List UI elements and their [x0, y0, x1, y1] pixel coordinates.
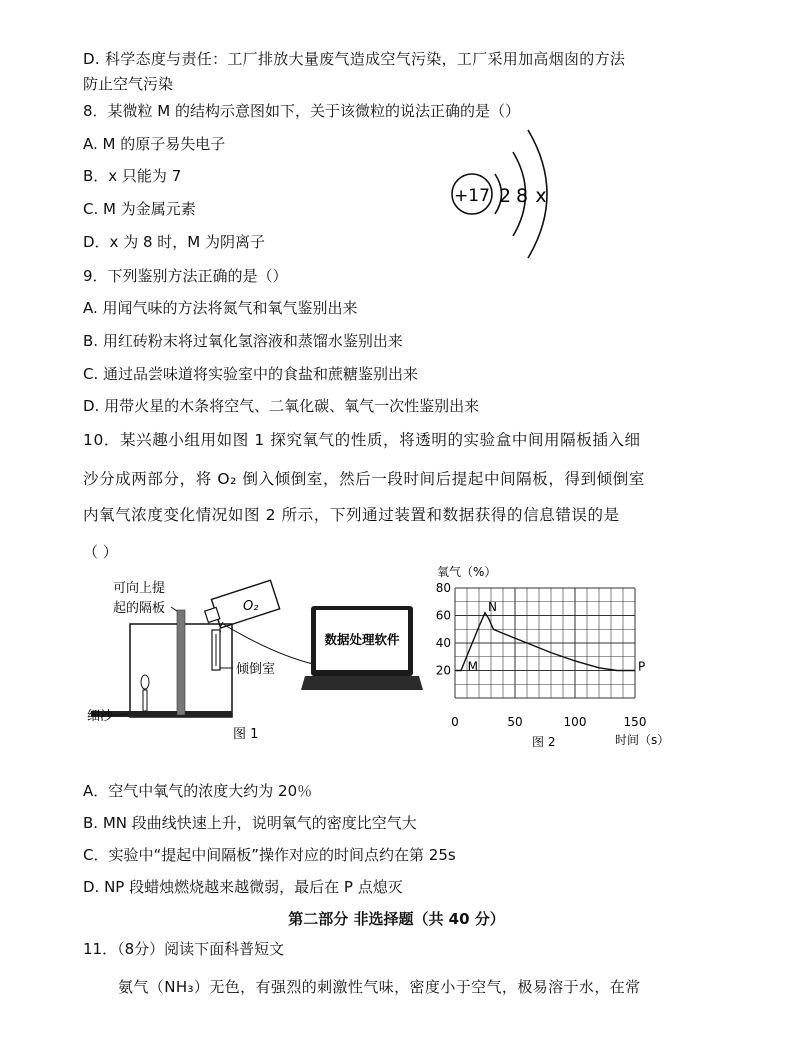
y-tick-label: 20 — [435, 663, 451, 678]
y-tick-label: 80 — [435, 581, 451, 595]
y-tick-label: 60 — [435, 608, 451, 623]
point-label-n: N — [488, 599, 497, 614]
q9-option-c: C. 通过品尝味道将实验室中的食盐和蔗糖鉴别出来 — [83, 365, 419, 383]
q10-option-c: C．实验中“提起中间隔板”操作对应的时间点约在第 25s — [83, 846, 456, 864]
o2-label: O₂ — [243, 599, 259, 614]
q8-option-a: A. M 的原子易失电子 — [83, 135, 226, 153]
q7-option-d-line2: 防止空气污染 — [83, 75, 174, 93]
q8-option-c: C. M 为金属元素 — [83, 200, 196, 218]
partition-label-1: 可向上提 — [113, 581, 166, 596]
point-label-m: M — [467, 659, 478, 674]
x-tick-label: 0 — [451, 715, 459, 729]
point-label-p: P — [638, 659, 646, 674]
sand-label: 细沙 — [87, 709, 114, 724]
middle-partition — [177, 610, 185, 715]
x-axis-label: 时间（s） — [615, 733, 670, 747]
q10-answer-blank: （ ） — [83, 543, 118, 561]
q9-option-d: D. 用带火星的木条将空气、二氧化碳、氧气一次性鉴别出来 — [83, 397, 480, 415]
q7-option-d-line1: D. 科学态度与责任：工厂排放大量废气造成空气污染，工厂采用加高烟囱的方法 — [83, 50, 626, 68]
shell-1-electrons: 2 — [498, 185, 512, 207]
figure-2-oxygen-chart — [425, 560, 675, 750]
atom-structure-diagram — [440, 122, 580, 264]
q10-option-d: D. NP 段蜡烛燃烧越来越微弱，最后在 P 点熄灭 — [83, 878, 403, 896]
x-tick-label: 100 — [563, 715, 587, 729]
figure-1-apparatus — [83, 572, 423, 744]
q10-option-b: B. MN 段曲线快速上升，说明氧气的密度比空气大 — [83, 814, 417, 832]
figure-1-caption: 图 1 — [233, 727, 259, 742]
shell-3-electrons: x — [535, 185, 547, 207]
laptop — [301, 606, 423, 690]
partition-label-2: 起的隔板 — [113, 601, 166, 616]
figure-2-caption: 图 2 — [532, 735, 556, 749]
q11-paragraph: 氨气（NH₃）无色，有强烈的刺激性气味，密度小于空气，极易溶于水，在常 — [118, 978, 641, 996]
section-2-heading: 第二部分 非选择题（共 40 分） — [288, 910, 505, 928]
oxygen-concentration-line — [455, 613, 635, 671]
q8-option-b: B．x 只能为 7 — [83, 167, 182, 185]
oxygen-sensor-probe — [212, 630, 220, 670]
q10-option-a: A．空气中氧气的浓度大约为 20％ — [83, 782, 313, 800]
y-tick-label: 40 — [435, 636, 451, 650]
laptop-screen-text: 数据处理软件 — [324, 632, 400, 647]
x-tick-label: 150 — [623, 715, 647, 729]
q10-stem-line2: 沙分成两部分，将 O₂ 倒入倾倒室，然后一段时间后提起中间隔板，得到倾倒室 — [83, 470, 645, 488]
shell-2-electrons: 8 — [515, 185, 529, 207]
q10-stem-line1: 10．某兴趣小组用如图 1 探究氧气的性质，将透明的实验盒中间用隔板插入细 — [83, 431, 641, 449]
sensor-cable-2 — [223, 624, 313, 664]
q11-stem: 11．（8分）阅读下面科普短文 — [83, 940, 285, 958]
nucleus-charge: +17 — [454, 186, 490, 206]
q8-stem: 8．某微粒 M 的结构示意图如下，关于该微粒的说法正确的是（） — [83, 102, 521, 120]
x-tick-label: 50 — [507, 715, 523, 729]
q9-option-a: A. 用闻气味的方法将氮气和氧气鉴别出来 — [83, 299, 358, 317]
y-axis-label: 氧气（%） — [437, 565, 497, 579]
q8-option-d: D．x 为 8 时，M 为阴离子 — [83, 233, 265, 251]
q9-option-b: B. 用红砖粉末将过氧化氢溶液和蒸馏水鉴别出来 — [83, 332, 403, 350]
q9-stem: 9．下列鉴别方法正确的是（） — [83, 267, 288, 285]
chamber-label: 倾倒室 — [236, 662, 276, 677]
candle — [141, 675, 149, 711]
q10-stem-line3: 内氧气浓度变化情况如图 2 所示，下列通过装置和数据获得的信息错误的是 — [83, 506, 620, 524]
